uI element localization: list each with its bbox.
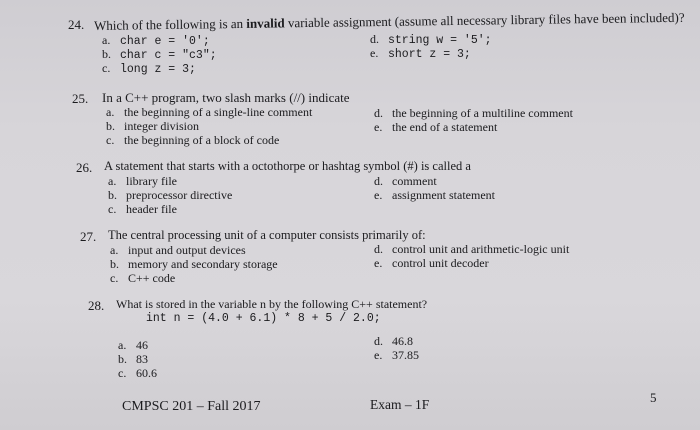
question-stem: The central processing unit of a computer consists primarily of:: [108, 228, 426, 242]
option-d: d. the beginning of a multiline comment: [374, 106, 573, 120]
option-c: c. the beginning of a block of code: [106, 133, 280, 147]
question-number: 25.: [72, 91, 89, 106]
option-b: b. char c = "c3";: [102, 47, 217, 62]
option-c: c. C++ code: [110, 271, 176, 285]
emphasis-invalid: invalid: [246, 15, 285, 31]
option-e: e. the end of a statement: [374, 120, 498, 134]
question-stem: Which of the following is an invalid variable assignment (assume all necessary library files have been included)?: [93, 9, 685, 33]
option-a: a. 46: [118, 338, 148, 352]
code-snippet: int n = (4.0 + 6.1) * 8 + 5 / 2.0;: [146, 312, 381, 325]
option-a: a. input and output devices: [110, 243, 246, 257]
option-b: b. integer division: [106, 119, 199, 133]
option-a: a. char e = '0';: [102, 33, 210, 48]
option-c: c. header file: [108, 202, 177, 216]
page-number: 5: [650, 390, 657, 405]
option-d: d. 46.8: [374, 334, 413, 348]
footer-course: CMPSC 201 – Fall 2017: [122, 399, 261, 414]
option-d: d. string w = '5';: [370, 32, 492, 47]
option-c: c. 60.6: [118, 366, 157, 380]
option-c: c. long z = 3;: [102, 61, 196, 76]
footer-exam: Exam – 1F: [370, 397, 430, 412]
option-a: a. the beginning of a single-line comment: [106, 105, 313, 119]
question-number: 28.: [88, 298, 105, 313]
question-stem: In a C++ program, two slash marks (//) indicate: [102, 90, 350, 105]
option-e: e. assignment statement: [374, 188, 495, 202]
question-stem: What is stored in the variable n by the following C++ statement?: [116, 297, 428, 311]
option-d: d. comment: [374, 174, 437, 188]
question-stem: A statement that starts with a octothorpe or hashtag symbol (#) is called a: [104, 159, 471, 173]
option-b: b. memory and secondary storage: [110, 257, 278, 271]
question-number: 26.: [76, 160, 93, 175]
option-b: b. preprocessor directive: [108, 188, 233, 202]
option-e: e. 37.85: [374, 348, 419, 362]
option-b: b. 83: [118, 352, 148, 366]
option-d: d. control unit and arithmetic-logic unit: [374, 242, 570, 256]
option-a: a. library file: [108, 174, 177, 188]
option-e: e. control unit decoder: [374, 256, 489, 270]
option-e: e. short z = 3;: [370, 46, 471, 61]
question-number: 24.: [68, 17, 85, 32]
question-number: 27.: [80, 229, 97, 244]
